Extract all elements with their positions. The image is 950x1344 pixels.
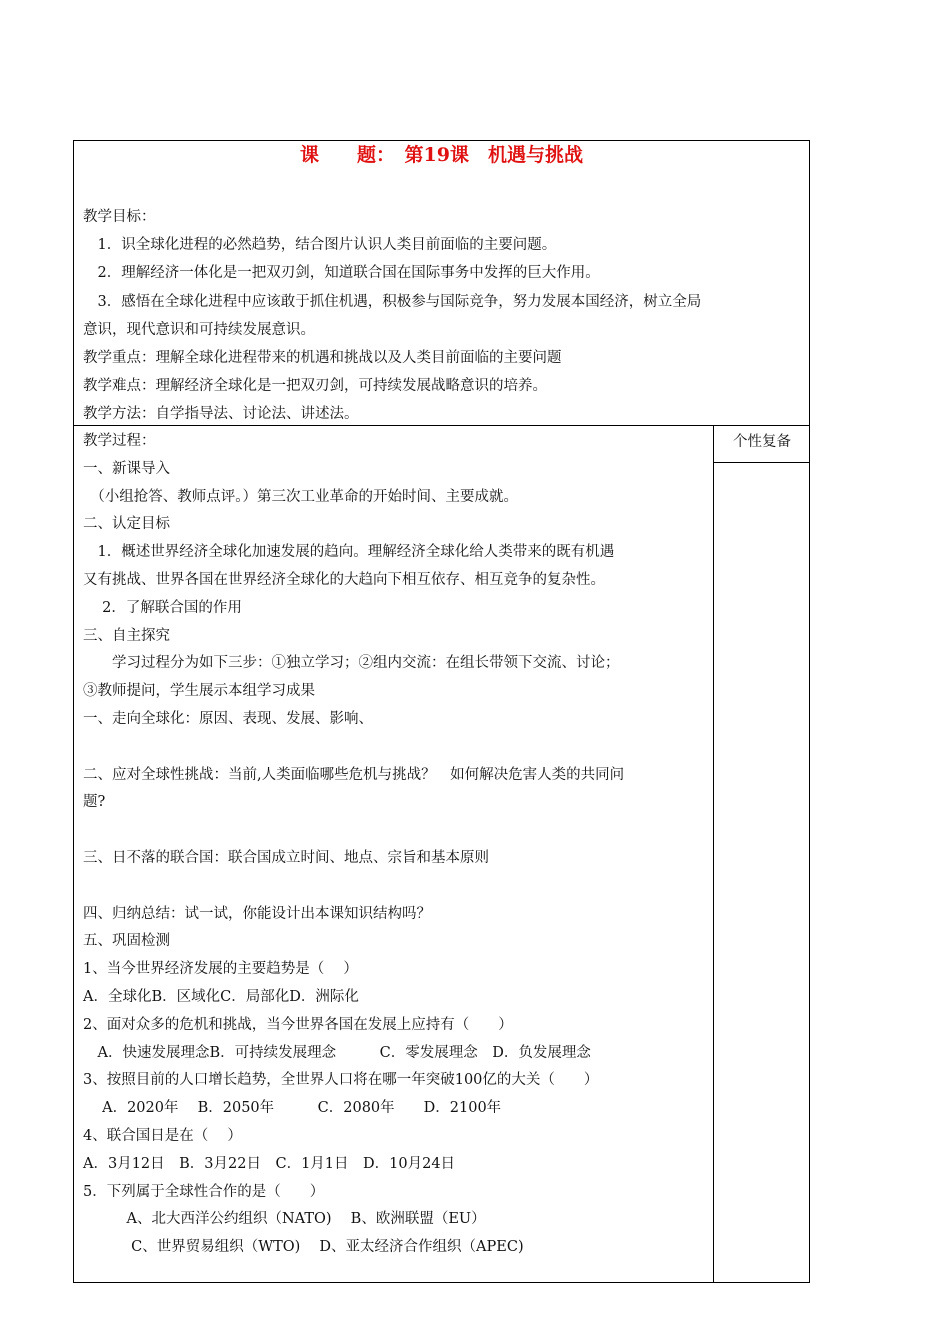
- text-line: 2．理解经济一体化是一把双刃剑，知道联合国在国际事务中发挥的巨大作用。: [83, 265, 600, 282]
- text-line: 又有挑战、世界各国在世界经济全球化的大趋向下相互依存、相互竞争的复杂性。: [83, 572, 605, 588]
- text-line: 教学重点：理解全球化进程带来的机遇和挑战以及人类目前面临的主要问题: [83, 350, 562, 366]
- text-line: C、世界贸易组织（WTO) D、亚太经济合作组织（APEC): [83, 1239, 524, 1256]
- text-line: 2、面对众多的危机和挑战，当今世界各国在发展上应持有（ ）: [83, 1016, 513, 1033]
- text-line: 2．了解联合国的作用: [83, 599, 242, 616]
- text-line: 5．下列属于全球性合作的是（ ）: [83, 1183, 325, 1200]
- text-line: 1、当今世界经济发展的主要趋势是（ ）: [83, 961, 358, 978]
- text-line: 三、日不落的联合国：联合国成立时间、地点、宗旨和基本原则: [83, 850, 489, 866]
- text-line: 1．识全球化进程的必然趋势，结合图片认识人类目前面临的主要问题。: [83, 237, 557, 254]
- text-line: 1．概述世界经济全球化加速发展的趋向。理解经济全球化给人类带来的既有机遇: [83, 544, 615, 561]
- lesson-title: 课 题： 第19课 机遇与挑战: [300, 144, 583, 166]
- section-divider: [73, 425, 810, 426]
- text-line: A．3月12日 B．3月22日 C．1月1日 D．10月24日: [83, 1155, 456, 1172]
- text-line: 3．感悟在全球化进程中应该敢于抓住机遇，积极参与国际竞争，努力发展本国经济，树立全局: [83, 293, 702, 310]
- text-line: 学习过程分为如下三步：①独立学习；②组内交流：在组长带领下交流、讨论；: [83, 655, 620, 672]
- side-column-divider: [713, 425, 714, 1283]
- text-line: 3、按照目前的人口增长趋势，全世界人口将在哪一年突破100亿的大关（ ）: [83, 1072, 599, 1089]
- side-column-label: 个性复备: [733, 434, 791, 450]
- text-line: A．快速发展理念B．可持续发展理念 C．零发展理念 D．负发展理念: [83, 1044, 591, 1061]
- text-line: 教学难点：理解经济全球化是一把双刃剑，可持续发展战略意识的培养。: [83, 378, 547, 395]
- text-line: 题?: [83, 794, 106, 811]
- text-line: 教学方法：自学指导法、讨论法、讲述法。: [83, 406, 359, 423]
- text-line: （小组抢答、教师点评。）第三次工业革命的开始时间、主要成就。: [83, 488, 518, 505]
- text-line: 三、自主探究: [83, 627, 170, 644]
- text-line: 一、新课导入: [83, 460, 170, 477]
- text-line: 意识，现代意识和可持续发展意识。: [83, 321, 315, 338]
- text-line: A．全球化B．区域化C．局部化D．洲际化: [83, 989, 359, 1005]
- text-line: 五、巩固检测: [83, 933, 170, 950]
- text-line: 4、联合国日是在（ ）: [83, 1128, 242, 1144]
- text-line: 四、归纳总结：试一试，你能设计出本课知识结构吗？: [83, 905, 431, 922]
- text-line: 教学目标：: [83, 209, 156, 225]
- text-line: 教学过程：: [83, 433, 156, 449]
- text-line: ③教师提问，学生展示本组学习成果: [83, 683, 315, 700]
- text-line: 二、认定目标: [83, 516, 170, 533]
- side-header-divider: [713, 462, 810, 463]
- text-line: A、北大西洋公约组织（NATO) B、欧洲联盟（EU）: [83, 1211, 486, 1228]
- text-line: 二、应对全球性挑战：当前,人类面临哪些危机与挑战？ 如何解决危害人类的共同问: [83, 766, 625, 783]
- text-line: 一、走向全球化：原因、表现、发展、影响、: [83, 711, 373, 727]
- text-line: A．2020年 B．2050年 C．2080年 D．2100年: [83, 1100, 502, 1117]
